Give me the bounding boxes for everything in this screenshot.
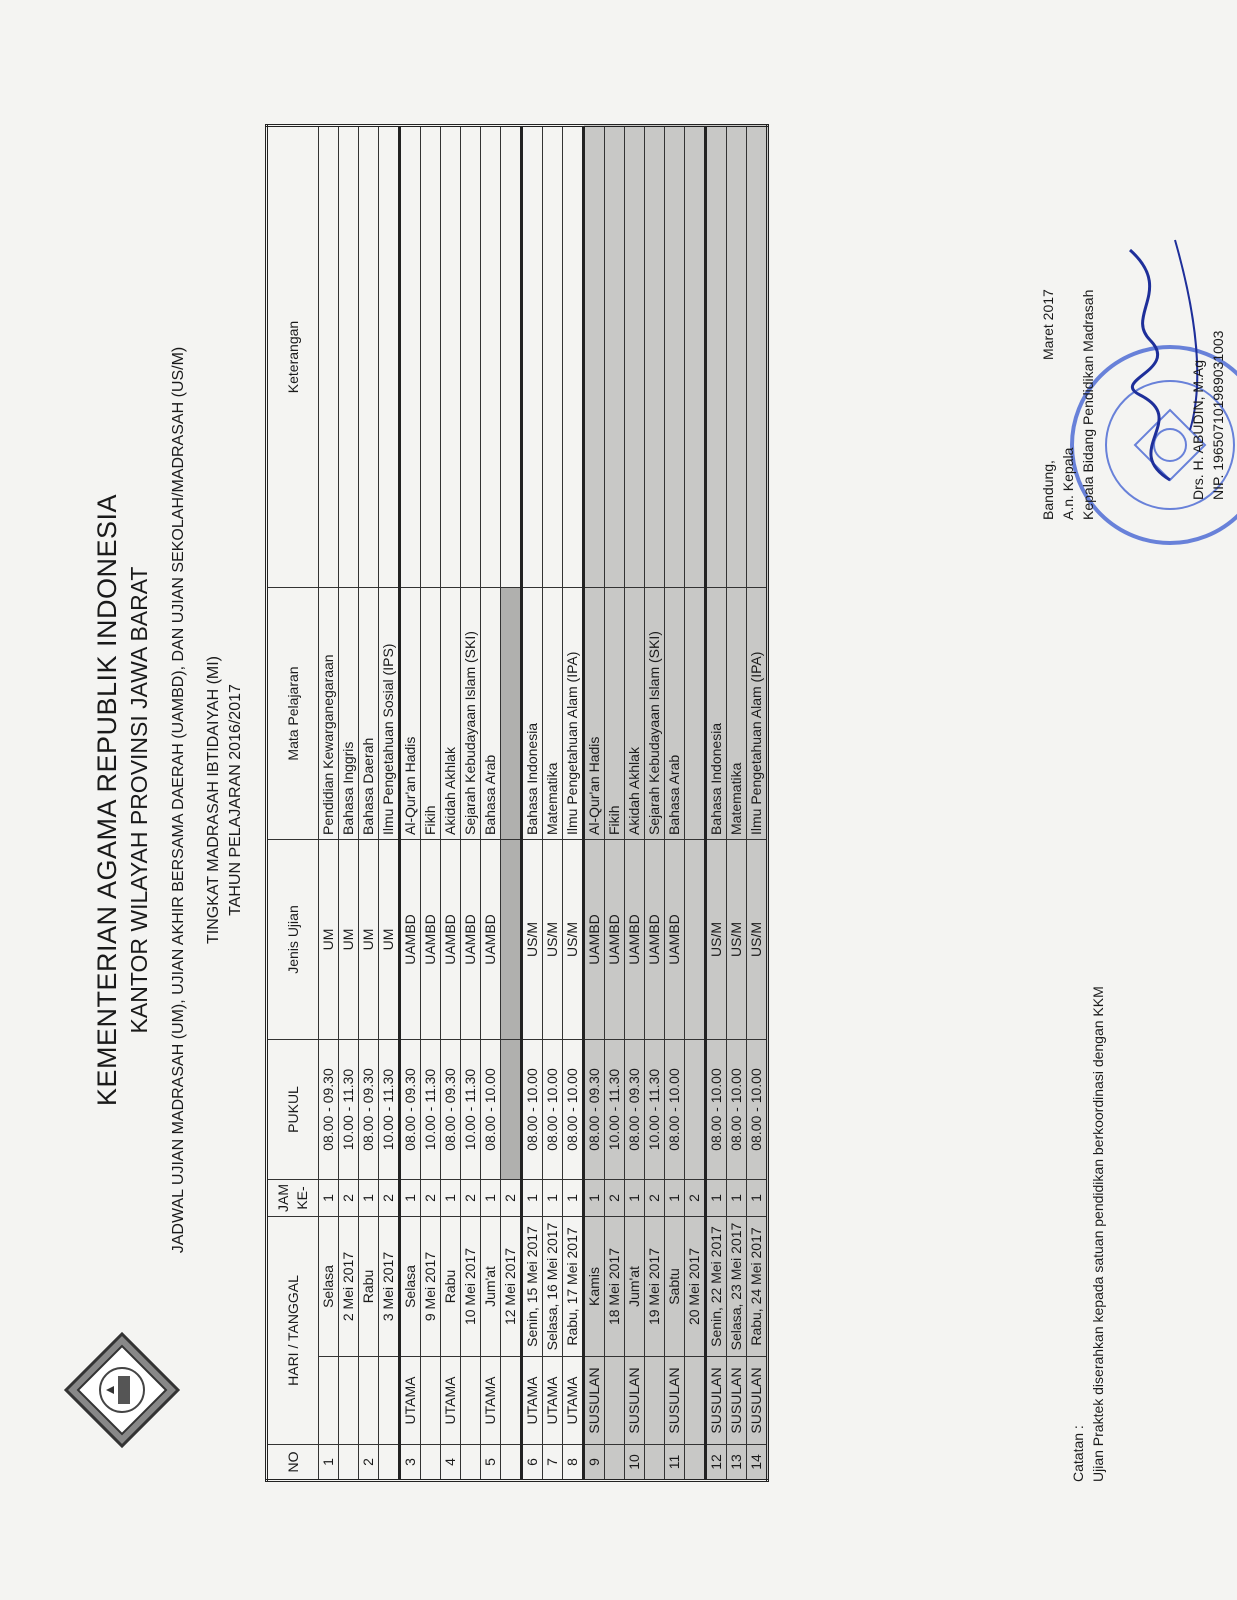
table-row <box>339 126 359 1481</box>
cell-jam: 1 <box>319 1180 339 1217</box>
table-header-row <box>267 126 319 1481</box>
cell-mapel: Fikih <box>605 588 625 840</box>
cell-cat <box>379 1357 400 1445</box>
cell-jenis: UAMBD <box>400 840 421 1040</box>
cell-jenis: UM <box>339 840 359 1040</box>
cell-jam: 2 <box>421 1180 441 1217</box>
table-row <box>625 126 645 1481</box>
cell-pukul: 10.00 - 11.30 <box>461 1040 481 1180</box>
cell-cat: UTAMA <box>441 1357 461 1445</box>
cell-ket <box>747 126 768 588</box>
cell-jenis: US/M <box>727 840 747 1040</box>
cell-cat: SUSULAN <box>665 1357 685 1445</box>
cell-mapel: Pendidian Kewarganegaraan <box>319 588 339 840</box>
cell-pukul: 08.00 - 09.30 <box>359 1040 379 1180</box>
cell-cat: UTAMA <box>400 1357 421 1445</box>
cell-mapel: Sejarah Kebudayaan Islam (SKI) <box>645 588 665 840</box>
cell-no: 6 <box>522 1445 543 1481</box>
header-no: NO <box>267 1445 319 1481</box>
cell-jam: 2 <box>379 1180 400 1217</box>
cell-no: 10 <box>625 1445 645 1481</box>
cell-day: Kamis <box>584 1217 605 1357</box>
cell-ket <box>379 126 400 588</box>
cell-pukul: 08.00 - 09.30 <box>584 1040 605 1180</box>
cell-jam: 1 <box>727 1180 747 1217</box>
notes-label: Catatan : <box>1070 1425 1086 1482</box>
cell-day: Selasa, 23 Mei 2017 <box>727 1217 747 1357</box>
cell-jenis: US/M <box>522 840 543 1040</box>
header-pukul: PUKUL <box>267 1040 319 1180</box>
cell-jam: 2 <box>339 1180 359 1217</box>
cell-cat: SUSULAN <box>747 1357 768 1445</box>
cell-no: 12 <box>706 1445 727 1481</box>
cell-jenis <box>685 840 706 1040</box>
cell-mapel: Akidah Akhlak <box>625 588 645 840</box>
cell-no: 14 <box>747 1445 768 1481</box>
table-row <box>461 126 481 1481</box>
cell-day: Rabu, 24 Mei 2017 <box>747 1217 768 1357</box>
cell-mapel: Bahasa Arab <box>665 588 685 840</box>
header-keterangan: Keterangan <box>267 126 319 588</box>
signature-an: A.n. Kepala <box>1060 447 1076 520</box>
cell-pukul: 08.00 - 09.30 <box>441 1040 461 1180</box>
cell-no: 3 <box>400 1445 421 1481</box>
table-row <box>706 126 727 1481</box>
cell-jam: 1 <box>563 1180 584 1217</box>
cell-pukul: 08.00 - 10.00 <box>727 1040 747 1180</box>
cell-jenis: UAMBD <box>645 840 665 1040</box>
cell-jenis: UAMBD <box>461 840 481 1040</box>
cell-cat <box>461 1357 481 1445</box>
cell-cat <box>685 1357 706 1445</box>
cell-no <box>501 1445 522 1481</box>
signature-date: Maret 2017 <box>1040 289 1056 360</box>
cell-jenis: US/M <box>563 840 584 1040</box>
table-row <box>543 126 563 1481</box>
cell-pukul: 08.00 - 09.30 <box>400 1040 421 1180</box>
cell-day: Rabu <box>441 1217 461 1357</box>
cell-cat <box>501 1357 522 1445</box>
cell-jam: 1 <box>522 1180 543 1217</box>
table-row <box>319 126 339 1481</box>
cell-ket <box>441 126 461 588</box>
title-office: KANTOR WILAYAH PROVINSI JAWA BARAT <box>126 566 152 1034</box>
cell-day: Jum'at <box>481 1217 501 1357</box>
cell-jenis <box>501 840 522 1040</box>
table-row <box>665 126 685 1481</box>
cell-ket <box>685 126 706 588</box>
cell-jenis: US/M <box>747 840 768 1040</box>
cell-no <box>645 1445 665 1481</box>
header-jenis: Jenis Ujian <box>267 840 319 1040</box>
cell-jenis: UAMBD <box>584 840 605 1040</box>
cell-cat <box>421 1357 441 1445</box>
cell-jam: 1 <box>481 1180 501 1217</box>
cell-mapel <box>501 588 522 840</box>
cell-jam: 1 <box>543 1180 563 1217</box>
signature-role: Kepala Bidang Pendidikan Madrasah <box>1080 289 1096 520</box>
cell-cat: SUSULAN <box>727 1357 747 1445</box>
cell-mapel <box>685 588 706 840</box>
cell-pukul: 08.00 - 10.00 <box>747 1040 768 1180</box>
cell-ket <box>481 126 501 588</box>
cell-day: Rabu, 17 Mei 2017 <box>563 1217 584 1357</box>
cell-ket <box>421 126 441 588</box>
table-row <box>400 126 421 1481</box>
cell-mapel: Bahasa Indonesia <box>706 588 727 840</box>
cell-pukul: 08.00 - 09.30 <box>625 1040 645 1180</box>
header-hari: HARI / TANGGAL <box>267 1217 319 1445</box>
cell-ket <box>625 126 645 588</box>
cell-jam: 2 <box>645 1180 665 1217</box>
cell-no <box>421 1445 441 1481</box>
cell-no: 11 <box>665 1445 685 1481</box>
cell-day: Selasa, 16 Mei 2017 <box>543 1217 563 1357</box>
cell-day: Selasa <box>319 1217 339 1357</box>
cell-cat <box>339 1357 359 1445</box>
cell-jam: 1 <box>706 1180 727 1217</box>
table-row <box>645 126 665 1481</box>
cell-jam: 2 <box>501 1180 522 1217</box>
cell-jenis: UAMBD <box>625 840 645 1040</box>
cell-day: 3 Mei 2017 <box>379 1217 400 1357</box>
cell-jenis: US/M <box>706 840 727 1040</box>
cell-cat: SUSULAN <box>625 1357 645 1445</box>
cell-pukul: 08.00 - 09.30 <box>319 1040 339 1180</box>
cell-ket <box>563 126 584 588</box>
table-body <box>319 126 768 1481</box>
cell-no: 13 <box>727 1445 747 1481</box>
cell-ket <box>706 126 727 588</box>
cell-no: 8 <box>563 1445 584 1481</box>
cell-pukul: 10.00 - 11.30 <box>645 1040 665 1180</box>
cell-ket <box>319 126 339 588</box>
table-row <box>563 126 584 1481</box>
cell-jam: 1 <box>359 1180 379 1217</box>
notes-text: Ujian Praktek diserahkan kepada satuan pendidikan berkoordinasi dengan KKM <box>1090 986 1106 1482</box>
cell-no <box>685 1445 706 1481</box>
cell-mapel: Bahasa Indonesia <box>522 588 543 840</box>
signature-city: Bandung, <box>1040 460 1056 520</box>
cell-jam: 1 <box>584 1180 605 1217</box>
cell-ket <box>522 126 543 588</box>
cell-jenis: UM <box>319 840 339 1040</box>
cell-ket <box>339 126 359 588</box>
cell-day: 20 Mei 2017 <box>685 1217 706 1357</box>
cell-mapel: Ilmu Pengetahuan Alam (IPA) <box>563 588 584 840</box>
cell-no: 2 <box>359 1445 379 1481</box>
cell-mapel: Bahasa Arab <box>481 588 501 840</box>
cell-cat: SUSULAN <box>706 1357 727 1445</box>
cell-jam: 1 <box>441 1180 461 1217</box>
cell-cat: UTAMA <box>522 1357 543 1445</box>
cell-cat <box>319 1357 339 1445</box>
title-year: TAHUN PELAJARAN 2016/2017 <box>227 684 244 916</box>
title-level: TINGKAT MADRASAH IBTIDAIYAH (MI) <box>205 655 222 945</box>
cell-day: 18 Mei 2017 <box>605 1217 625 1357</box>
cell-cat <box>645 1357 665 1445</box>
cell-ket <box>400 126 421 588</box>
table-row <box>727 126 747 1481</box>
table-row <box>421 126 441 1481</box>
cell-mapel: Al-Qur'an Hadis <box>584 588 605 840</box>
cell-pukul: 10.00 - 11.30 <box>421 1040 441 1180</box>
table-row <box>522 126 543 1481</box>
cell-cat <box>359 1357 379 1445</box>
cell-mapel: Bahasa Daerah <box>359 588 379 840</box>
cell-jam: 1 <box>747 1180 768 1217</box>
cell-cat: SUSULAN <box>584 1357 605 1445</box>
cell-day: 9 Mei 2017 <box>421 1217 441 1357</box>
cell-ket <box>501 126 522 588</box>
cell-day: Selasa <box>400 1217 421 1357</box>
cell-cat: UTAMA <box>481 1357 501 1445</box>
cell-jenis: UM <box>359 840 379 1040</box>
cell-ket <box>665 126 685 588</box>
table-row <box>359 126 379 1481</box>
cell-pukul: 10.00 - 11.30 <box>605 1040 625 1180</box>
cell-pukul: 08.00 - 10.00 <box>665 1040 685 1180</box>
exam-schedule-table <box>265 124 769 1482</box>
cell-mapel: Matematika <box>543 588 563 840</box>
cell-no <box>379 1445 400 1481</box>
cell-ket <box>584 126 605 588</box>
cell-pukul: 10.00 - 11.30 <box>379 1040 400 1180</box>
cell-jam: 2 <box>685 1180 706 1217</box>
cell-day: 2 Mei 2017 <box>339 1217 359 1357</box>
title-ministry: KEMENTERIAN AGAMA REPUBLIK INDONESIA <box>92 493 122 1107</box>
cell-pukul <box>501 1040 522 1180</box>
cell-cat: UTAMA <box>563 1357 584 1445</box>
cell-no <box>605 1445 625 1481</box>
cell-day: Senin, 15 Mei 2017 <box>522 1217 543 1357</box>
cell-ket <box>359 126 379 588</box>
cell-pukul: 10.00 - 11.30 <box>339 1040 359 1180</box>
signature-nip: NIP. 196507101989031003 <box>1210 330 1226 500</box>
cell-pukul: 08.00 - 10.00 <box>706 1040 727 1180</box>
title-schedule: JADWAL UJIAN MADRASAH (UM), UJIAN AKHIR BERSAMA DAERAH (UAMBD), DAN UJIAN SEKOLAH/MADRASAH (US/M) <box>170 346 187 1254</box>
cell-ket <box>727 126 747 588</box>
cell-no: 9 <box>584 1445 605 1481</box>
cell-jam: 1 <box>625 1180 645 1217</box>
cell-mapel: Ilmu Pengetahuan Alam (IPA) <box>747 588 768 840</box>
cell-pukul <box>685 1040 706 1180</box>
cell-mapel: Al-Qur'an Hadis <box>400 588 421 840</box>
cell-no: 1 <box>319 1445 339 1481</box>
table-row <box>747 126 768 1481</box>
table-row <box>481 126 501 1481</box>
cell-no <box>339 1445 359 1481</box>
cell-day: Senin, 22 Mei 2017 <box>706 1217 727 1357</box>
cell-pukul: 08.00 - 10.00 <box>481 1040 501 1180</box>
table-row <box>379 126 400 1481</box>
cell-day: 12 Mei 2017 <box>501 1217 522 1357</box>
cell-no: 7 <box>543 1445 563 1481</box>
cell-jenis: US/M <box>543 840 563 1040</box>
cell-no: 5 <box>481 1445 501 1481</box>
table-row <box>685 126 706 1481</box>
cell-pukul: 08.00 - 10.00 <box>543 1040 563 1180</box>
header-mapel: Mata Pelajaran <box>267 588 319 840</box>
cell-ket <box>605 126 625 588</box>
header-jam: JAM KE- <box>267 1180 319 1217</box>
cell-no <box>461 1445 481 1481</box>
cell-cat: UTAMA <box>543 1357 563 1445</box>
table-row <box>584 126 605 1481</box>
cell-no: 4 <box>441 1445 461 1481</box>
cell-jenis: UAMBD <box>665 840 685 1040</box>
cell-day: 10 Mei 2017 <box>461 1217 481 1357</box>
table-row <box>441 126 461 1481</box>
cell-mapel: Sejarah Kebudayaan Islam (SKI) <box>461 588 481 840</box>
cell-mapel: Bahasa Inggris <box>339 588 359 840</box>
cell-day: Sabtu <box>665 1217 685 1357</box>
cell-ket <box>543 126 563 588</box>
cell-mapel: Matematika <box>727 588 747 840</box>
cell-pukul: 08.00 - 10.00 <box>522 1040 543 1180</box>
cell-pukul: 08.00 - 10.00 <box>563 1040 584 1180</box>
cell-jenis: UAMBD <box>605 840 625 1040</box>
signature-name: Drs. H. ABUDIN, M.Ag <box>1190 359 1206 500</box>
cell-mapel: Fikih <box>421 588 441 840</box>
cell-jam: 2 <box>605 1180 625 1217</box>
cell-jenis: UAMBD <box>481 840 501 1040</box>
cell-jam: 1 <box>665 1180 685 1217</box>
cell-jenis: UAMBD <box>421 840 441 1040</box>
cell-ket <box>461 126 481 588</box>
cell-ket <box>645 126 665 588</box>
table-row <box>501 126 522 1481</box>
cell-jenis: UAMBD <box>441 840 461 1040</box>
cell-jenis: UM <box>379 840 400 1040</box>
cell-jam: 1 <box>400 1180 421 1217</box>
table-row <box>605 126 625 1481</box>
cell-mapel: Ilmu Pengetahuan Sosial (IPS) <box>379 588 400 840</box>
cell-jam: 2 <box>461 1180 481 1217</box>
cell-cat <box>605 1357 625 1445</box>
cell-mapel: Akidah Akhlak <box>441 588 461 840</box>
cell-day: Jum'at <box>625 1217 645 1357</box>
cell-day: 19 Mei 2017 <box>645 1217 665 1357</box>
cell-day: Rabu <box>359 1217 379 1357</box>
